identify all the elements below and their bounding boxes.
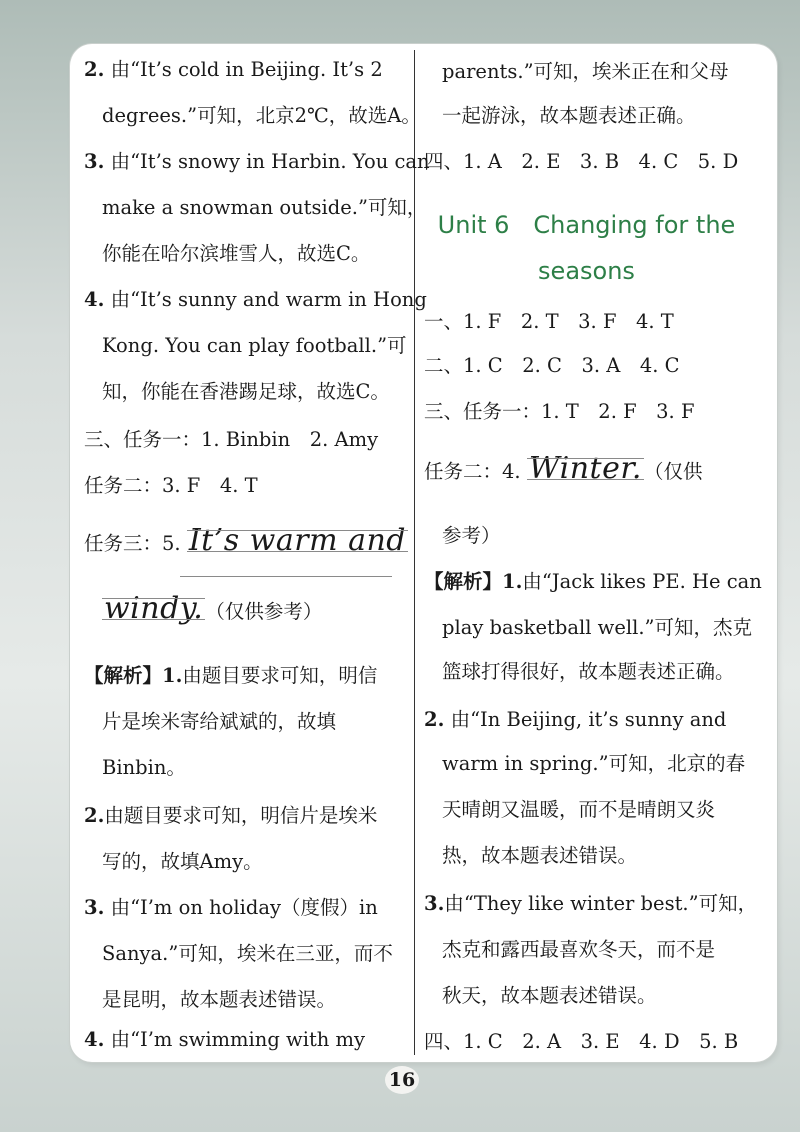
text-line: 【解析】1.由题目要求可知，明信 bbox=[84, 664, 378, 687]
handwritten-answer: Winter. bbox=[528, 451, 642, 486]
text-line: Sanya.”可知，埃米在三亚，而不 bbox=[102, 942, 393, 965]
text-line: 2. 由“In Beijing, it’s sunny and bbox=[424, 708, 727, 731]
text-line: 热，故本题表述错误。 bbox=[442, 844, 638, 867]
text-line: 四、1. A 2. E 3. B 4. C 5. D bbox=[424, 150, 739, 173]
text-line: 三、任务一：1. T 2. F 3. F bbox=[424, 400, 695, 423]
text-line: 杰克和露西最喜欢冬天，而不是 bbox=[442, 938, 716, 961]
unit-heading-continued: seasons bbox=[538, 257, 635, 285]
text-line: 任务二：4. Winter. （仅供 bbox=[424, 451, 703, 486]
text-line: 【解析】1.由“Jack likes PE. He can bbox=[424, 570, 762, 593]
text-line: 2. 由“It’s cold in Beijing. It’s 2 bbox=[84, 58, 383, 81]
text-line: 任务二：3. F 4. T bbox=[84, 474, 258, 497]
text-line: 3.由“They like winter best.”可知， bbox=[424, 892, 758, 915]
text-line: 4. 由“It’s sunny and warm in Hong bbox=[84, 288, 427, 311]
text-line: 一起游泳，故本题表述正确。 bbox=[442, 104, 696, 127]
text-line: 二、1. C 2. C 3. A 4. C bbox=[424, 354, 680, 377]
page-number: 16 bbox=[385, 1066, 419, 1094]
text-line: play basketball well.”可知，杰克 bbox=[442, 616, 753, 639]
text-line: 天晴朗又温暖，而不是晴朗又炎 bbox=[442, 798, 716, 821]
unit-heading: Unit 6 Changing for the bbox=[437, 211, 736, 239]
text-line: 三、任务一：1. Binbin 2. Amy bbox=[84, 428, 379, 451]
text-line: 任务三：5. It’s warm and bbox=[84, 523, 406, 558]
text-line: 写的，故填Amy。 bbox=[102, 850, 263, 873]
handwritten-answer: It’s warm and bbox=[188, 523, 406, 558]
text-line: 2.由题目要求可知，明信片是埃米 bbox=[84, 804, 378, 827]
text-line: degrees.”可知，北京2℃，故选A。 bbox=[102, 104, 421, 127]
text-line: 3. 由“I’m on holiday（度假）in bbox=[84, 896, 378, 919]
text-line: 参考） bbox=[442, 524, 501, 547]
text-line: 知，你能在香港踢足球，故选C。 bbox=[102, 380, 390, 403]
text-line: 4. 由“I’m swimming with my bbox=[84, 1028, 366, 1051]
text-line: 片是埃米寄给斌斌的，故填 bbox=[102, 710, 337, 733]
text-line: windy. （仅供参考） bbox=[104, 591, 323, 626]
text-line: 四、1. C 2. A 3. E 4. D 5. B bbox=[424, 1030, 739, 1053]
writing-rule bbox=[180, 576, 392, 577]
text-line: 篮球打得很好，故本题表述正确。 bbox=[442, 660, 735, 683]
handwritten-answer: windy. bbox=[104, 591, 204, 626]
text-line: 3. 由“It’s snowy in Harbin. You can bbox=[84, 150, 430, 173]
text-line: Kong. You can play football.”可 bbox=[102, 334, 407, 357]
text-line: 秋天，故本题表述错误。 bbox=[442, 984, 657, 1007]
text-line: 一、1. F 2. T 3. F 4. T bbox=[424, 310, 674, 333]
text-line: Binbin。 bbox=[102, 756, 186, 779]
text-line: 你能在哈尔滨堆雪人，故选C。 bbox=[102, 242, 371, 265]
text-line: make a snowman outside.”可知， bbox=[102, 196, 427, 219]
text-line: warm in spring.”可知，北京的春 bbox=[442, 752, 746, 775]
text-line: 是昆明，故本题表述错误。 bbox=[102, 988, 337, 1011]
text-line: parents.”可知，埃米正在和父母 bbox=[442, 60, 729, 83]
